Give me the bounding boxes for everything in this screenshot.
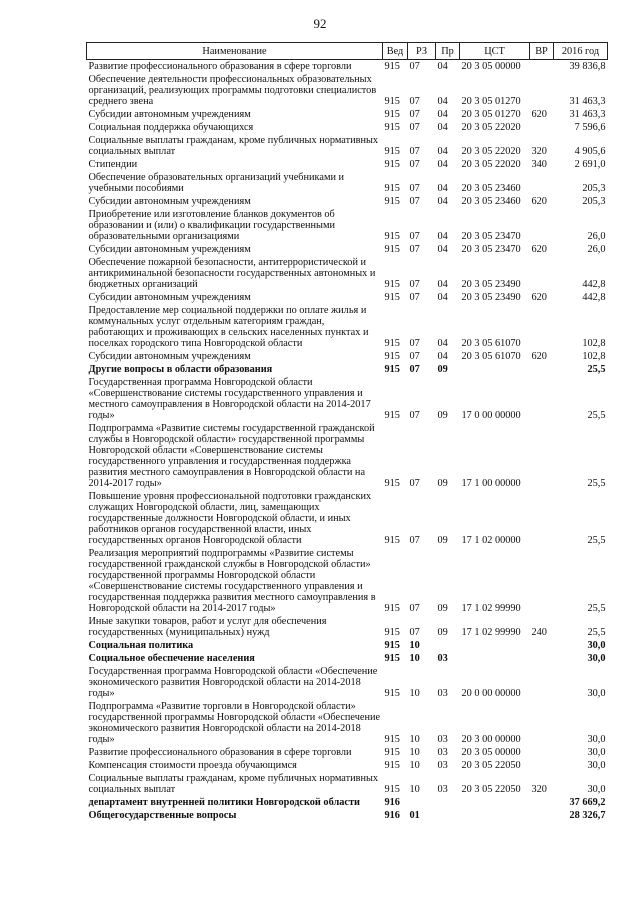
row-rz: 07 [409, 244, 420, 255]
row-ved: 915 [384, 231, 400, 242]
row-rz: 07 [409, 292, 420, 303]
row-cst: 17 1 02 99990 [461, 627, 521, 638]
row-name: Другие вопросы в области образования [88, 364, 273, 375]
row-pr: 04 [437, 338, 448, 349]
row-pr: 04 [437, 196, 448, 207]
row-cst: 20 3 05 23490 [461, 279, 521, 290]
row-vr [530, 652, 554, 665]
page-number: 92 [313, 16, 327, 31]
table-row [87, 759, 608, 772]
row-ved: 915 [384, 96, 400, 107]
table-body [87, 60, 608, 823]
row-amount: 442,8 [582, 279, 606, 290]
header-name: Наименование [87, 43, 383, 60]
row-ved: 915 [384, 122, 400, 133]
row-name: Предоставление мер социальной поддержки по оплате жилья и коммунальных услуг отдельным категориям граждан, работающих и проживающих в сельских населенных пунктах и поселках городского типа Новгородской области [88, 305, 369, 349]
row-ved: 915 [384, 146, 400, 157]
row-amount: 25,5 [587, 535, 606, 546]
row-amount: 39 836,8 [569, 61, 606, 72]
row-pr: 04 [437, 109, 448, 120]
row-name: Социальная поддержка обучающихся [88, 122, 254, 133]
row-cst: 20 3 05 22050 [461, 784, 521, 795]
row-ved: 915 [384, 478, 400, 489]
row-cst: 20 3 05 23470 [461, 231, 521, 242]
row-vr: 620 [531, 196, 547, 207]
row-pr: 03 [437, 688, 448, 699]
row-ved: 915 [384, 61, 400, 72]
row-amount: 4 905,6 [574, 146, 606, 157]
row-pr: 04 [437, 96, 448, 107]
row-name: Подпрограмма «Развитие торговли в Новгородской области» государственной программы Новгородской области «Обеспечение экономического развития Новгородской области на 2014-2018 годы» [88, 701, 381, 745]
row-rz: 10 [409, 734, 420, 745]
table-row [87, 243, 608, 256]
row-amount: 31 463,3 [569, 96, 606, 107]
row-vr: 620 [531, 109, 547, 120]
row-amount: 26,0 [587, 244, 606, 255]
header-ved: Вед [383, 43, 408, 60]
table-row [87, 700, 608, 746]
row-pr: 04 [437, 61, 448, 72]
row-ved: 915 [384, 159, 400, 170]
row-name: Государственная программа Новгородской области «Обеспечение экономического развития Новгородской области на 2014-2018 годы» [88, 666, 378, 699]
row-amount: 30,0 [587, 747, 606, 758]
table-row [87, 652, 608, 665]
row-vr [530, 490, 554, 547]
row-ved: 915 [384, 653, 400, 664]
row-pr: 04 [437, 159, 448, 170]
row-vr [530, 256, 554, 291]
row-name: Социальные выплаты гражданам, кроме публичных нормативных социальных выплат [88, 773, 379, 795]
row-ved: 915 [384, 338, 400, 349]
row-vr [530, 759, 554, 772]
row-pr: 03 [437, 760, 448, 771]
row-vr: 320 [531, 146, 547, 157]
row-cst: 20 3 05 00000 [461, 61, 521, 72]
row-ved: 915 [384, 784, 400, 795]
row-vr: 620 [531, 244, 547, 255]
row-pr: 04 [437, 279, 448, 290]
budget-table [86, 42, 608, 822]
row-amount: 30,0 [587, 784, 606, 795]
row-amount: 37 669,2 [569, 797, 606, 808]
row-cst [460, 652, 530, 665]
row-pr: 04 [437, 351, 448, 362]
row-vr: 340 [531, 159, 547, 170]
row-cst: 20 0 00 00000 [461, 688, 521, 699]
row-cst: 20 3 05 01270 [461, 96, 521, 107]
row-cst: 20 3 05 00000 [461, 747, 521, 758]
row-vr: 620 [531, 292, 547, 303]
row-amount: 205,3 [582, 196, 606, 207]
row-name: Субсидии автономным учреждениям [88, 351, 251, 362]
row-ved: 915 [384, 351, 400, 362]
row-pr: 09 [437, 364, 448, 375]
row-amount: 25,5 [587, 410, 606, 421]
row-amount: 26,0 [587, 231, 606, 242]
row-ved: 916 [384, 810, 400, 821]
table-row [87, 796, 608, 809]
table-row [87, 134, 608, 158]
row-rz: 07 [409, 183, 420, 194]
header-vr: ВР [530, 43, 554, 60]
row-ved: 915 [384, 109, 400, 120]
row-name: Повышение уровня профессиональной подготовки гражданских служащих Новгородской области, лиц, замещающих государственные должности Новгородской области, и иных работников органов государственной власти, иных государственных органов Новгородской области [88, 491, 372, 546]
row-name: Субсидии автономным учреждениям [88, 196, 251, 207]
row-amount: 30,0 [587, 653, 606, 664]
row-cst [460, 809, 530, 822]
row-ved: 915 [384, 364, 400, 375]
row-vr [530, 60, 554, 74]
table-row [87, 256, 608, 291]
row-amount: 2 691,0 [574, 159, 606, 170]
row-name: Обеспечение образовательных организаций учебниками и учебными пособиями [88, 172, 345, 194]
row-amount: 442,8 [582, 292, 606, 303]
row-cst: 20 3 05 61070 [461, 338, 521, 349]
table-row [87, 490, 608, 547]
table-row [87, 639, 608, 652]
row-vr [530, 665, 554, 700]
row-name: Стипендии [88, 159, 138, 170]
row-vr [530, 171, 554, 195]
row-rz: 07 [409, 122, 420, 133]
table-row [87, 121, 608, 134]
row-rz: 07 [409, 109, 420, 120]
row-rz: 07 [409, 61, 420, 72]
row-rz: 07 [409, 410, 420, 421]
row-rz: 07 [409, 279, 420, 290]
row-cst: 20 3 00 00000 [461, 734, 521, 745]
row-rz: 10 [409, 688, 420, 699]
row-vr [530, 121, 554, 134]
row-rz: 07 [409, 159, 420, 170]
table-header [87, 43, 608, 60]
row-amount: 25,5 [587, 364, 606, 375]
row-ved: 916 [384, 797, 400, 808]
table-row [87, 195, 608, 208]
row-amount: 102,8 [582, 351, 606, 362]
row-cst: 20 3 05 61070 [461, 351, 521, 362]
row-ved: 915 [384, 244, 400, 255]
row-amount: 31 463,3 [569, 109, 606, 120]
row-pr: 04 [437, 244, 448, 255]
row-ved: 915 [384, 183, 400, 194]
row-amount: 25,5 [587, 603, 606, 614]
row-vr [530, 363, 554, 376]
row-rz: 01 [409, 810, 420, 821]
row-amount: 28 326,7 [569, 810, 606, 821]
row-vr: 320 [531, 784, 547, 795]
row-cst [460, 796, 530, 809]
row-name: Подпрограмма «Развитие системы государственной гражданской службы в Новгородской области» государственной программы Новгородской области «Совершенствование системы государственного управления и государственная поддержка развития местного самоуправления в Новгородской области на 2014-2017 годы» [88, 423, 375, 489]
row-amount: 30,0 [587, 734, 606, 745]
row-ved: 915 [384, 760, 400, 771]
table-row [87, 304, 608, 350]
row-vr [530, 208, 554, 243]
row-cst: 17 1 02 00000 [461, 535, 521, 546]
row-rz: 10 [409, 760, 420, 771]
row-cst: 20 3 05 22050 [461, 760, 521, 771]
row-amount: 25,5 [587, 627, 606, 638]
row-rz [408, 796, 436, 809]
row-ved: 915 [384, 747, 400, 758]
row-pr [436, 796, 460, 809]
row-rz: 07 [409, 338, 420, 349]
row-rz: 07 [409, 535, 420, 546]
row-name: Приобретение или изготовление бланков документов об образовании и (или) о квалификации государственными образовательными организациями [88, 209, 335, 242]
row-vr [530, 73, 554, 108]
row-pr: 09 [437, 603, 448, 614]
row-ved: 915 [384, 196, 400, 207]
row-name: Обеспечение пожарной безопасности, антитеррористической и антикриминальной безопасности государственных автономных и бюджетных организаций [88, 257, 376, 290]
row-vr [530, 422, 554, 490]
row-rz: 10 [409, 640, 420, 651]
row-vr [530, 376, 554, 422]
row-cst [460, 363, 530, 376]
row-name: Общегосударственные вопросы [88, 810, 237, 821]
row-cst: 17 1 00 00000 [461, 478, 521, 489]
row-pr: 04 [437, 231, 448, 242]
row-name: Государственная программа Новгородской области «Совершенствование системы государственного управления и местного самоуправления в Новгородской области на 2014-2017 годы» [88, 377, 371, 421]
table-row [87, 108, 608, 121]
row-name: Субсидии автономным учреждениям [88, 292, 251, 303]
row-vr [530, 796, 554, 809]
row-ved: 915 [384, 535, 400, 546]
row-cst [460, 639, 530, 652]
row-name: Развитие профессионального образования в сфере торговли [88, 61, 352, 72]
table-row [87, 291, 608, 304]
row-pr [436, 639, 460, 652]
row-pr: 04 [437, 146, 448, 157]
row-name: Субсидии автономным учреждениям [88, 109, 251, 120]
header-pr: Пр [436, 43, 460, 60]
row-cst: 20 3 05 23490 [461, 292, 521, 303]
row-ved: 915 [384, 292, 400, 303]
row-name: Социальная политика [88, 640, 194, 651]
table-row [87, 73, 608, 108]
table-row [87, 60, 608, 74]
table-row [87, 665, 608, 700]
row-pr: 03 [437, 734, 448, 745]
row-amount: 25,5 [587, 478, 606, 489]
row-ved: 915 [384, 410, 400, 421]
row-vr [530, 547, 554, 615]
row-name: Социальное обеспечение населения [88, 653, 255, 664]
row-amount: 205,3 [582, 183, 606, 194]
row-ved: 915 [384, 627, 400, 638]
row-pr: 09 [437, 535, 448, 546]
row-amount: 30,0 [587, 688, 606, 699]
row-pr: 03 [437, 653, 448, 664]
row-name: Иные закупки товаров, работ и услуг для обеспечения государственных (муниципальных) нужд [88, 616, 327, 638]
row-ved: 915 [384, 640, 400, 651]
row-rz: 07 [409, 351, 420, 362]
row-vr [530, 809, 554, 822]
row-amount: 102,8 [582, 338, 606, 349]
row-rz: 07 [409, 627, 420, 638]
row-name: Обеспечение деятельности профессиональных образовательных организаций, реализующих программы подготовки специалистов среднего звена [88, 74, 377, 107]
row-vr [530, 700, 554, 746]
row-rz: 07 [409, 196, 420, 207]
row-ved: 915 [384, 603, 400, 614]
row-rz: 07 [409, 146, 420, 157]
header-row [87, 43, 608, 60]
table-row [87, 422, 608, 490]
row-amount: 7 596,6 [574, 122, 606, 133]
table-row [87, 615, 608, 639]
row-pr: 04 [437, 183, 448, 194]
table-row [87, 350, 608, 363]
row-cst: 20 3 05 23470 [461, 244, 521, 255]
row-rz: 10 [409, 784, 420, 795]
table-row [87, 772, 608, 796]
row-amount: 30,0 [587, 640, 606, 651]
header-cst: ЦСТ [460, 43, 530, 60]
row-vr: 240 [531, 627, 547, 638]
row-rz: 07 [409, 231, 420, 242]
row-cst: 20 3 05 22020 [461, 159, 521, 170]
row-ved: 915 [384, 734, 400, 745]
table-row [87, 746, 608, 759]
row-pr: 03 [437, 747, 448, 758]
row-rz: 07 [409, 96, 420, 107]
row-pr: 04 [437, 122, 448, 133]
row-pr: 04 [437, 292, 448, 303]
row-name: Реализация мероприятий подпрограммы «Развитие системы государственной гражданской службы в Новгородской области» государственной программы Новгородской области «Совершенствование системы государственного управления и государственная поддержка развития местного самоуправления в Новгородской области на 2014-2017 годы» [88, 548, 376, 614]
row-rz: 07 [409, 603, 420, 614]
row-pr: 09 [437, 410, 448, 421]
row-vr: 620 [531, 351, 547, 362]
row-pr: 09 [437, 627, 448, 638]
row-name: Компенсация стоимости проезда обучающимся [88, 760, 297, 771]
row-vr [530, 304, 554, 350]
row-amount: 30,0 [587, 760, 606, 771]
row-cst: 20 3 05 22020 [461, 146, 521, 157]
row-vr [530, 746, 554, 759]
row-pr: 09 [437, 478, 448, 489]
row-cst: 20 3 05 23460 [461, 183, 521, 194]
table-row [87, 208, 608, 243]
row-rz: 07 [409, 478, 420, 489]
row-vr [530, 639, 554, 652]
row-cst: 20 3 05 23460 [461, 196, 521, 207]
row-name: департамент внутренней политики Новгородской области [88, 797, 360, 808]
table-row [87, 158, 608, 171]
row-cst: 20 3 05 22020 [461, 122, 521, 133]
row-ved: 915 [384, 688, 400, 699]
table-row [87, 171, 608, 195]
table-row [87, 363, 608, 376]
row-rz: 07 [409, 364, 420, 375]
header-rz: РЗ [408, 43, 436, 60]
row-rz: 10 [409, 653, 420, 664]
table-row [87, 376, 608, 422]
row-ved: 915 [384, 279, 400, 290]
row-pr [436, 809, 460, 822]
row-pr: 03 [437, 784, 448, 795]
row-cst: 20 3 05 01270 [461, 109, 521, 120]
row-cst: 17 1 02 99990 [461, 603, 521, 614]
header-year: 2016 год [554, 43, 608, 60]
row-name: Социальные выплаты гражданам, кроме публичных нормативных социальных выплат [88, 135, 379, 157]
table-row [87, 809, 608, 822]
row-rz: 10 [409, 747, 420, 758]
row-name: Развитие профессионального образования в сфере торговли [88, 747, 352, 758]
table-row [87, 547, 608, 615]
row-name: Субсидии автономным учреждениям [88, 244, 251, 255]
row-cst: 17 0 00 00000 [461, 410, 521, 421]
